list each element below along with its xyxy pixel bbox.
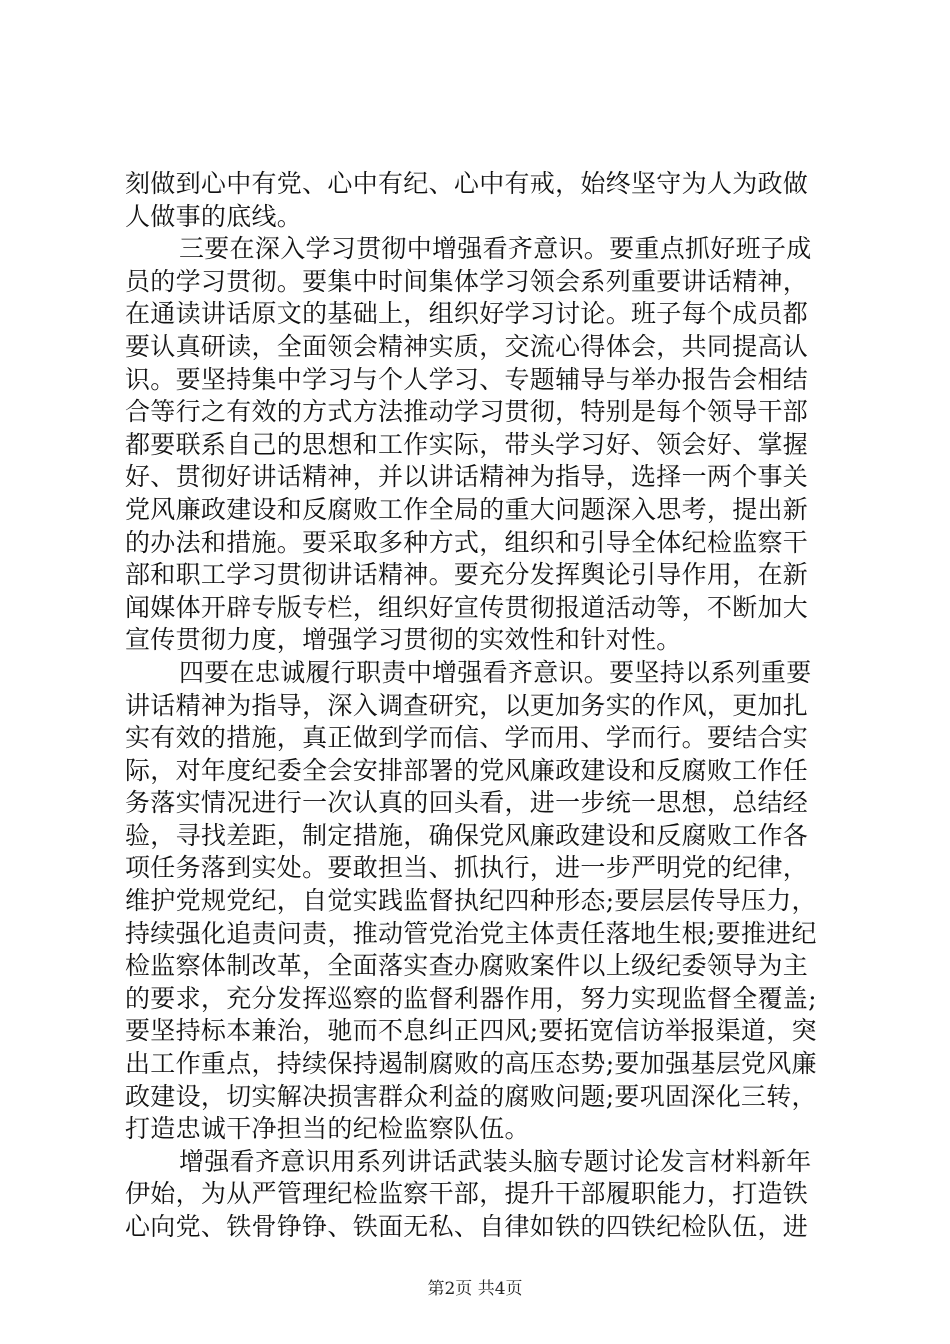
text-line: 务落实情况进行一次认真的回头看，进一步统一思想，总结经: [125, 788, 809, 818]
text-line: 政建设，切实解决损害群众利益的腐败问题;要巩固深化三转，: [125, 1081, 817, 1111]
text-line: 闻媒体开辟专版专栏，组织好宣传贯彻报道活动等，不断加大: [125, 592, 809, 622]
text-line: 的要求，充分发挥巡察的监督利器作用，努力实现监督全覆盖;: [125, 983, 817, 1013]
text-line: 员的学习贯彻。要集中时间集体学习领会系列重要讲话精神，: [125, 266, 809, 296]
text-line: 部和职工学习贯彻讲话精神。要充分发挥舆论引导作用，在新: [125, 560, 809, 590]
text-line: 心向党、铁骨铮铮、铁面无私、自律如铁的四铁纪检队伍，进: [125, 1212, 809, 1241]
text-line: 好、贯彻好讲话精神，并以讲话精神为指导，选择一两个事关: [125, 462, 809, 492]
paragraph-start-line: 增强看齐意识用系列讲话武装头脑专题讨论发言材料新年: [179, 1146, 812, 1176]
text-line: 宣传贯彻力度，增强学习贯彻的实效性和针对性。: [125, 625, 682, 655]
text-line: 项任务落到实处。要敢担当、抓执行，进一步严明党的纪律，: [125, 853, 809, 883]
text-line: 验，寻找差距，制定措施，确保党风廉政建设和反腐败工作各: [125, 820, 809, 850]
document-body: [125, 168, 833, 1244]
text-line: 党风廉政建设和反腐败工作全局的重大问题深入思考，提出新: [125, 494, 809, 524]
text-line: 持续强化追责问责，推动管党治党主体责任落地生根;要推进纪: [125, 918, 817, 948]
text-line: 要认真研读，全面领会精神实质，交流心得体会，共同提高认: [125, 331, 809, 361]
text-line: 都要联系自己的思想和工作实际，带头学习好、领会好、掌握: [125, 429, 809, 459]
text-line: 际，对年度纪委全会安排部署的党风廉政建设和反腐败工作任: [125, 755, 809, 785]
text-line: 出工作重点，持续保持遏制腐败的高压态势;要加强基层党风廉: [125, 1049, 817, 1079]
text-line: 识。要坚持集中学习与个人学习、专题辅导与举办报告会相结: [125, 364, 809, 394]
page-number: 第2页 共4页: [427, 1279, 523, 1299]
text-line: 伊始，为从严管理纪检监察干部，提升干部履职能力，打造铁: [125, 1179, 809, 1209]
text-line: 维护党规党纪，自觉实践监督执纪四种形态;要层层传导压力，: [125, 886, 817, 916]
text-line: 实有效的措施，真正做到学而信、学而用、学而行。要结合实: [125, 723, 809, 753]
text-line: 合等行之有效的方式方法推动学习贯彻，特别是每个领导干部: [125, 397, 809, 427]
text-line: 人做事的底线。: [125, 201, 303, 231]
text-line: 的办法和措施。要采取多种方式，组织和引导全体纪检监察干: [125, 527, 809, 557]
text-line: 在通读讲话原文的基础上，组织好学习讨论。班子每个成员都: [125, 299, 809, 329]
paragraph-start-line: 三要在深入学习贯彻中增强看齐意识。要重点抓好班子成: [179, 234, 812, 264]
text-line: 讲话精神为指导，深入调查研究，以更加务实的作风，更加扎: [125, 690, 809, 720]
text-line: 检监察体制改革，全面落实查办腐败案件以上级纪委领导为主: [125, 951, 809, 981]
text-line: 要坚持标本兼治，驰而不息纠正四风;要拓宽信访举报渠道，突: [125, 1016, 817, 1046]
text-line: 打造忠诚干净担当的纪检监察队伍。: [125, 1114, 530, 1144]
text-line: 刻做到心中有党、心中有纪、心中有戒，始终坚守为人为政做: [125, 169, 809, 198]
paragraph-start-line: 四要在忠诚履行职责中增强看齐意识。要坚持以系列重要: [179, 657, 812, 687]
page-footer: [0, 1278, 950, 1300]
